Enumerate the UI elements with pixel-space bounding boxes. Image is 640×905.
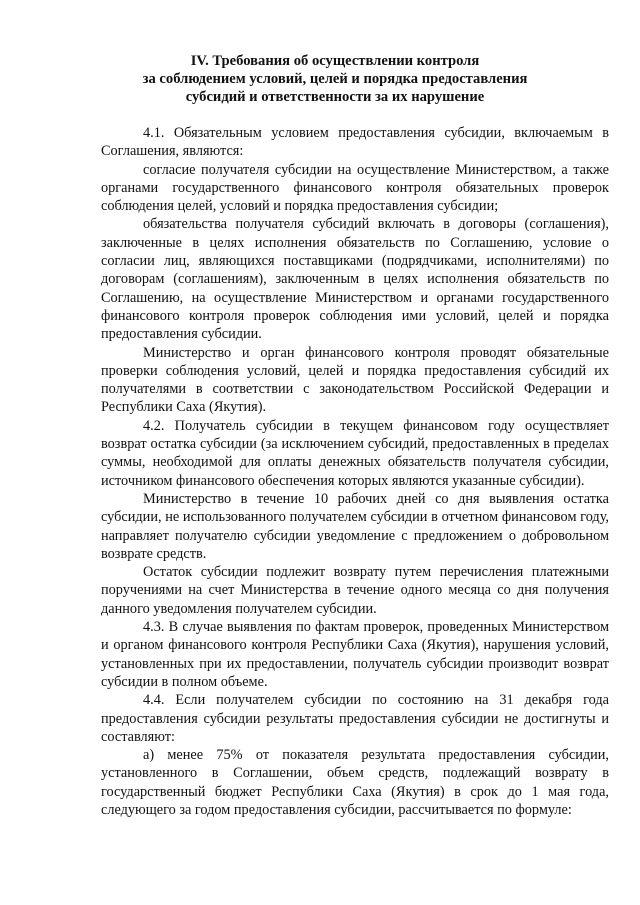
paragraph-4-1: 4.1. Обязательным условием предоставления субсидии, включаемым в Соглашения, являются: [101, 125, 609, 160]
paragraph-4-3: 4.3. В случае выявления по фактам проверок, проведенных Министерством и органом финансового контроля Республики Саха (Якутия), нарушения условий, установленных при их предоставлении, получатель субсидии производит возврат субсидии в полном объеме. [101, 619, 609, 690]
paragraph-4-2: 4.2. Получатель субсидии в текущем финансовом году осуществляет возврат остатка субсидии (за исключением субсидий, предоставленных в пределах суммы, необходимой для оплаты денежных обязательств получателя субсидии, источником финансового обеспечения которых являются указанные субсидии). [101, 417, 609, 489]
paragraph-consent: согласие получателя субсидии на осуществление Министерством, а также органами государственного финансового контроля обязательных проверок соблюдения целей, условий и порядка предоставления субсидии; [101, 161, 609, 215]
paragraph-inspections: Министерство и орган финансового контроля проводят обязательные проверки соблюдения условий, целей и порядка предоставления субсидий их получателями в соответствии с законодательством Российской Федерации и Республики Саха (Якутия). [101, 344, 609, 416]
paragraph-remainder-return: Остаток субсидии подлежит возврату путем перечисления платежными поручениями на счет Министерства в течение одного месяца со дня получения данного уведомления получателем субсидии. [101, 564, 609, 617]
paragraph-obligations: обязательства получателя субсидий включать в договоры (соглашения), заключенные в целях исполнения обязательств по Соглашению, условие о согласии лиц, являющихся поставщиками (подрядчиками, исполнителями) по договорам (соглашениям), заключенным в целях исполнения обязательств по Соглашению, на осуществление Министерством и органами государственного финансового контроля проверок соблюдения ими условий, целей и порядка предоставления субсидии. [101, 216, 609, 343]
section-body [101, 124, 609, 819]
paragraph-4-4-a: а) менее 75% от показателя результата предоставления субсидии, установленного в Соглашении, объем средств, подлежащий возврату в государственный бюджет Республики Саха (Якутия) в срок до 1 мая года, следующего за годом предоставления субсидии, рассчитывается по формуле: [101, 747, 609, 818]
section-heading [130, 52, 540, 106]
paragraph-notification: Министерство в течение 10 рабочих дней со дня выявления остатка субсидии, не использованного получателем субсидии в отчетном финансовом году, направляет получателю субсидии уведомление с предложением о добровольном возврате средств. [101, 490, 609, 562]
paragraph-4-4: 4.4. Если получателем субсидии по состоянию на 31 декабря года предоставления субсидии результаты предоставления субсидии не достигнуты и составляют: [101, 692, 609, 745]
section-heading-line-1: IV. Требования об осуществлении контроля [190, 53, 480, 69]
section-heading-line-3: субсидий и ответственности за их нарушение [185, 89, 485, 105]
section-heading-line-2: за соблюдением условий, целей и порядка предоставления [142, 71, 528, 87]
